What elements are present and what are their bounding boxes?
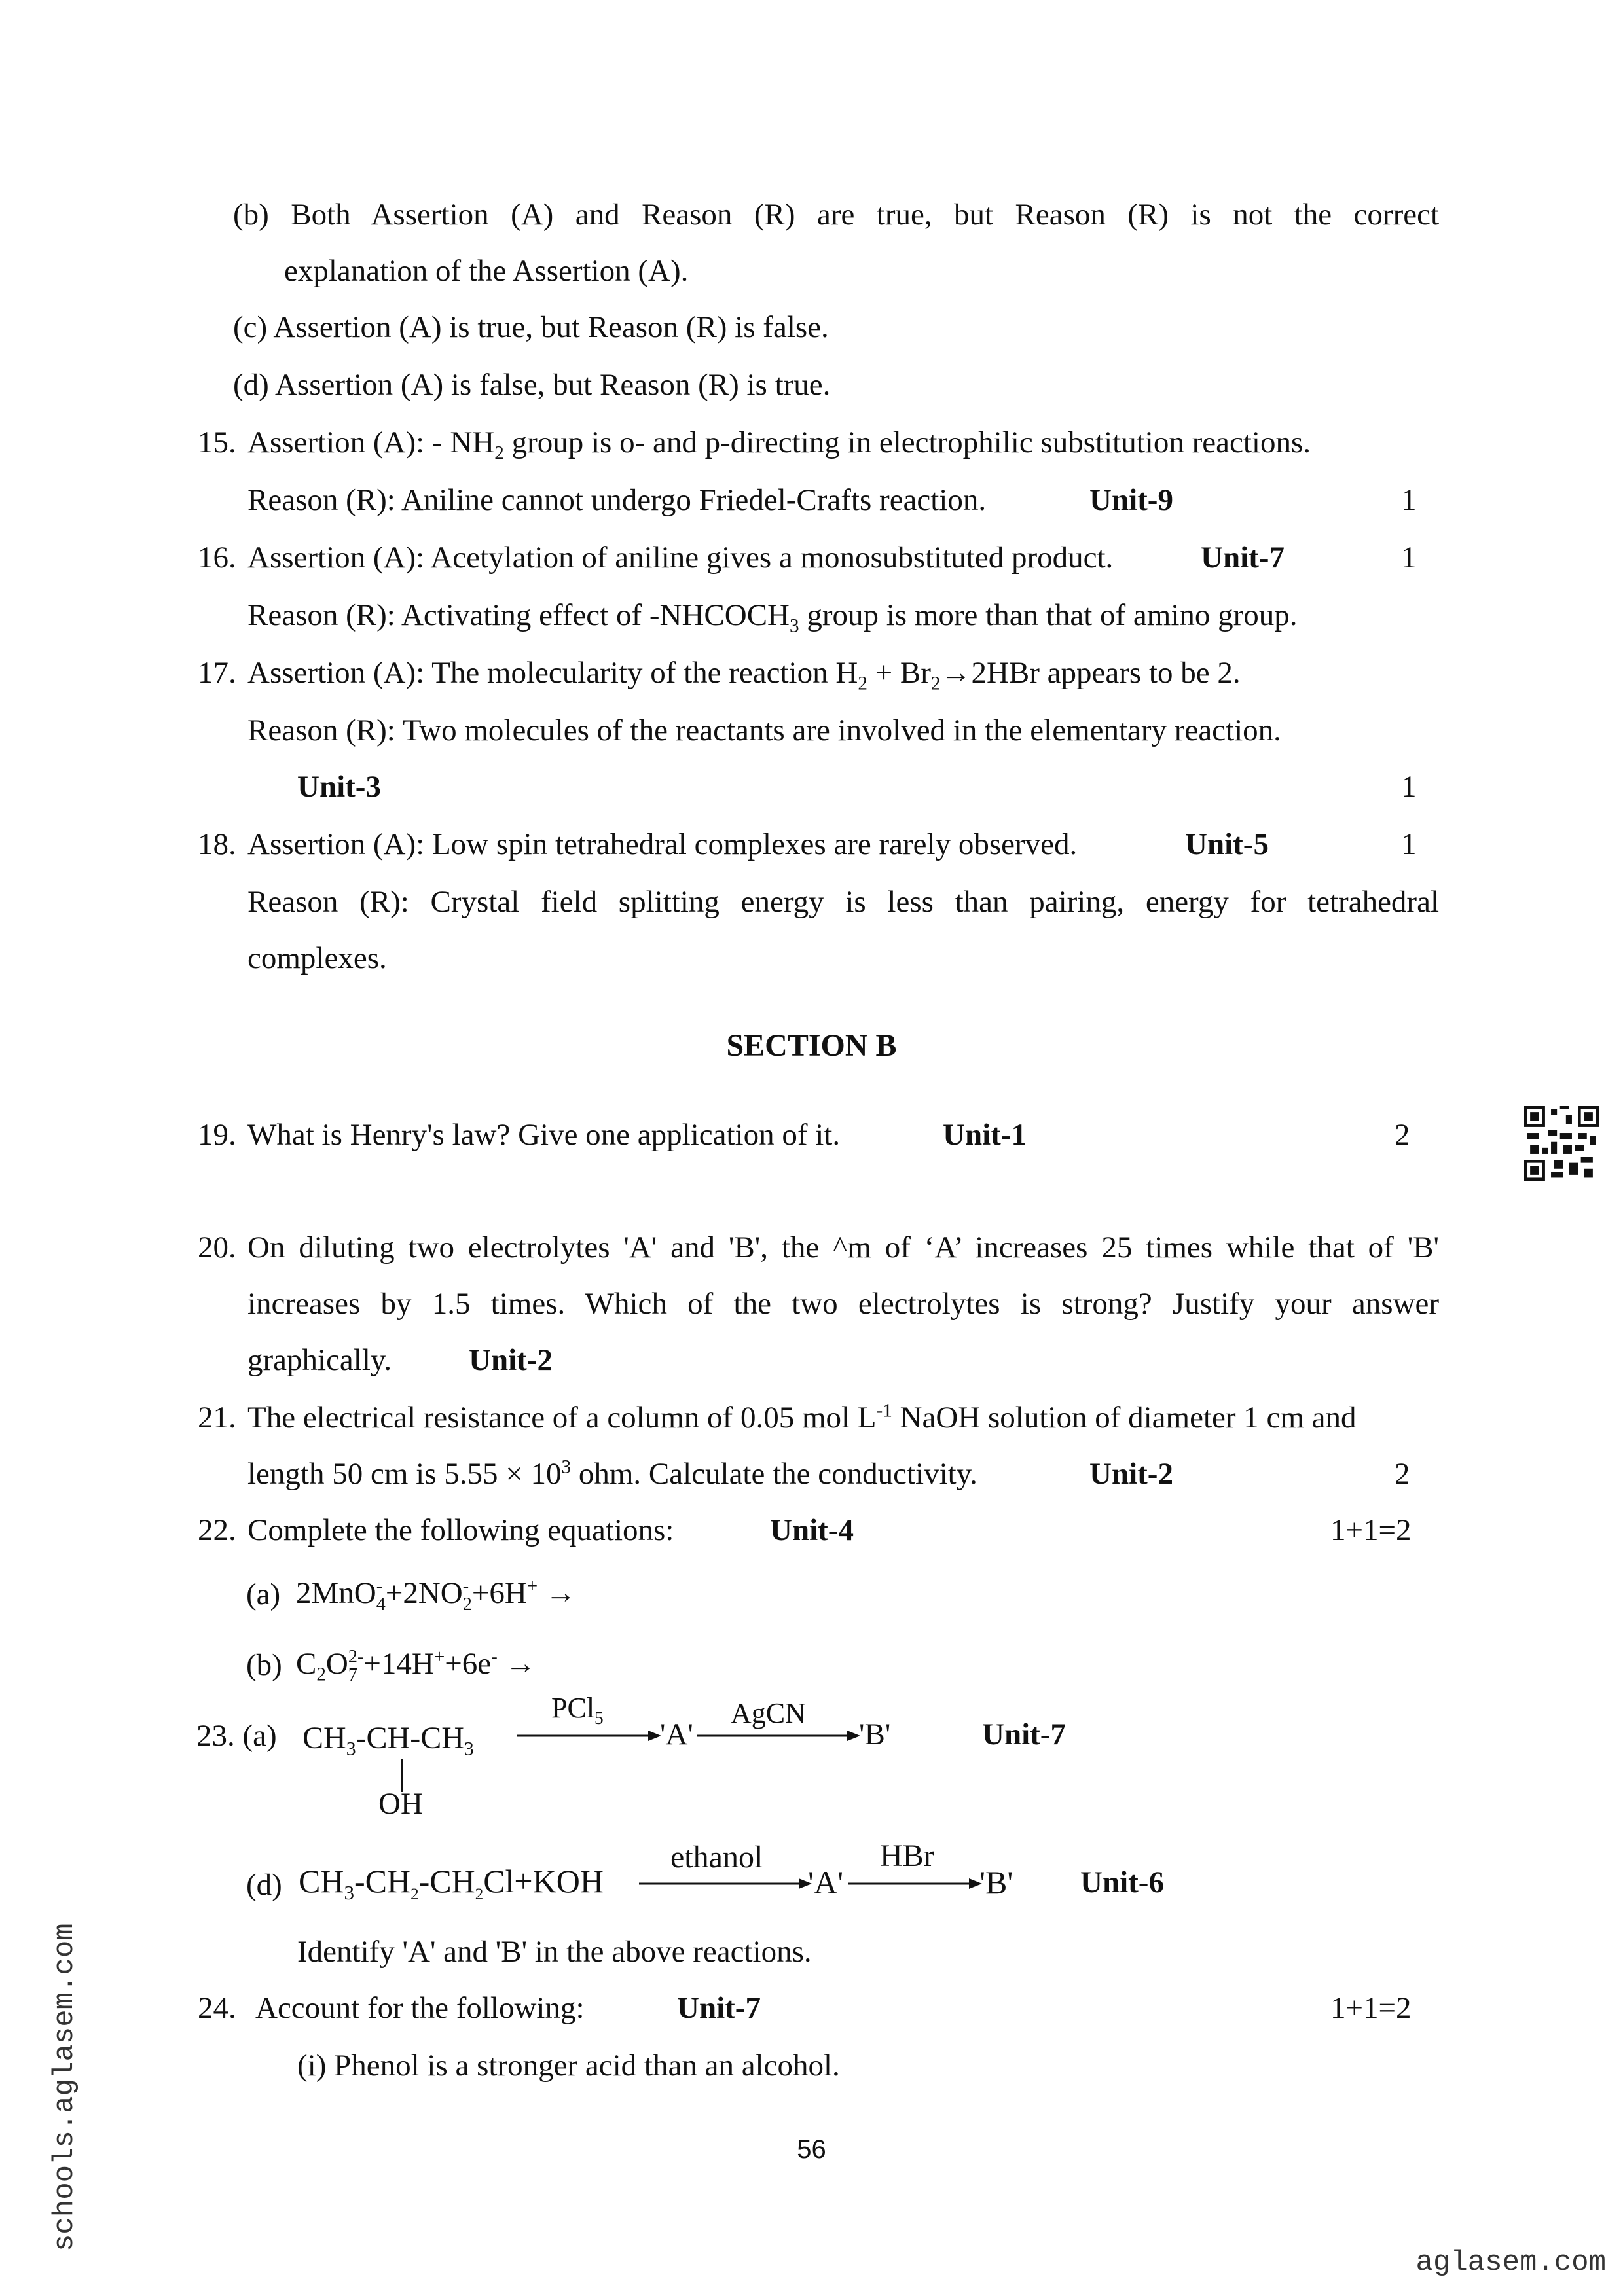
q23-a-reactant: $CH_3-CH-CH_3$ [302,1721,474,1760]
q18-reason-line1: Reason (R): Crystal field splitting energy is less than pairing, energy for tetrahedral [247,885,1439,919]
q15-number: 15. [198,425,236,459]
q19-text: What is Henry's law? Give one application of it. [247,1118,841,1152]
q22-number: 22. [198,1513,236,1547]
page-number: 56 [797,2135,826,2164]
q23-a-arrow1-icon [517,1728,661,1744]
q24-number: 24. [198,1991,236,2025]
q16-reason: Reason (R): Activating effect of $-NHCOCH_3$ group is more than that of amino group. [247,598,1298,637]
q19-number: 19. [198,1118,236,1152]
q23-a-reagent1: PCl$_5$ [551,1692,604,1728]
option-b-line2: explanation of the Assertion (A). [284,254,689,288]
option-c: (c) Assertion (A) is true, but Reason (R) is false. [233,310,829,344]
q20-line3: graphically. [247,1343,392,1377]
q18-marks: 1 [1401,827,1417,861]
q24-unit: Unit-7 [677,1991,761,2025]
q18-number: 18. [198,827,236,861]
q24-text: Account for the following: [255,1991,585,2025]
q20-number: 20. [198,1230,236,1265]
q23-d-reactant: $CH_3-CH_2-CH_2Cl+KOH$ [299,1863,604,1904]
q20-line2: increases by 1.5 times. Which of the two electrolytes is strong? Justify your answer [247,1287,1439,1321]
q18-reason-line2: complexes. [247,941,387,975]
q23-d-ethanol: ethanol [670,1840,763,1874]
q15-assertion: Assertion (A): - $NH_2$ group is o- and p-directing in electrophilic substitution reactions. [247,425,1311,464]
qr-code-icon [1524,1106,1599,1181]
q23-a-unit: Unit-7 [982,1717,1066,1751]
watermark-left: schools.aglasem.com [48,1923,81,2251]
q20-unit: Unit-2 [469,1343,553,1377]
q17-unit: Unit-3 [297,770,381,804]
q21-unit: Unit-2 [1089,1457,1173,1491]
q23-identify: Identify 'A' and 'B' in the above reactions. [297,1935,812,1969]
q23-d-arrow1-icon [639,1876,812,1892]
q21-line2: length 50 cm is $5.55 \times 10^3$ ohm. Calculate the conductivity. [247,1456,977,1491]
q18-unit: Unit-5 [1185,827,1269,861]
q24-part-i: (i) Phenol is a stronger acid than an alcohol. [297,2049,840,2083]
q23-d-arrow2-icon [848,1876,982,1892]
q20-line1: On diluting two electrolytes 'A' and 'B', the ^m of ‘A’ increases 25 times while that of 'B' [247,1230,1439,1265]
q17-assertion: Assertion (A): The molecularity of the reaction $H_2 + Br_2\to 2HBr$ appears to be 2. [247,656,1241,694]
q22-text: Complete the following equations: [247,1513,674,1547]
q22-a-label: (a) [246,1577,281,1611]
q16-marks: 1 [1401,541,1417,575]
q22-unit: Unit-4 [770,1513,854,1547]
q23-d-product-b: 'B' [979,1864,1013,1901]
q23-d-unit: Unit-6 [1080,1865,1164,1899]
q22-marks: 1+1=2 [1330,1513,1412,1547]
q21-marks: 2 [1395,1457,1410,1491]
q15-marks: 1 [1401,483,1417,517]
q19-marks: 2 [1395,1118,1410,1152]
q15-reason: Reason (R): Aniline cannot undergo Friedel-Crafts reaction. [247,483,987,517]
q16-assertion: Assertion (A): Acetylation of aniline gives a monosubstituted product. [247,541,1114,575]
q23-a-product-b: 'B' [859,1717,891,1751]
q22-b-equation: $C_2O$ 2- 7 +14H++6e- → [296,1646,536,1686]
q23-a-arrow2-icon [697,1728,860,1744]
q23-d-label: (d) [246,1868,282,1902]
q23-d-hbr: HBr [880,1839,934,1873]
q21-number: 21. [198,1401,236,1435]
q18-assertion: Assertion (A): Low spin tetrahedral complexes are rarely observed. [247,827,1078,861]
q17-reason: Reason (R): Two molecules of the reactants are involved in the elementary reaction. [247,713,1281,747]
q16-number: 16. [198,541,236,575]
q19-unit: Unit-1 [943,1118,1027,1152]
q24-marks: 1+1=2 [1330,1991,1412,2025]
watermark-right: aglasem.com [1415,2246,1606,2279]
q21-line1: The electrical resistance of a column of 0.05 mol $L^{-1}$ NaOH solution of diameter 1 cm and [247,1400,1357,1435]
q22-b-label: (b) [246,1648,282,1682]
q23-a-product-a: 'A' [660,1717,693,1751]
q23-a-reagent2: AgCN [731,1697,806,1729]
q17-marks: 1 [1401,770,1417,804]
option-d: (d) Assertion (A) is false, but Reason (R) is true. [233,368,831,402]
q23-d-product-a: 'A' [808,1864,844,1901]
q22-a-equation: 2MnO - 4 +2NO - 2 +6H+ → [296,1575,576,1615]
q17-number: 17. [198,656,236,690]
q15-unit: Unit-9 [1089,483,1173,517]
q23-number: 23. (a) [196,1719,277,1753]
q16-unit: Unit-7 [1201,541,1285,575]
q23-a-oh: OH [378,1787,423,1821]
section-b-heading: SECTION B [726,1028,897,1063]
option-b-line1: (b) Both Assertion (A) and Reason (R) are true, but Reason (R) is not the correct [233,198,1439,232]
